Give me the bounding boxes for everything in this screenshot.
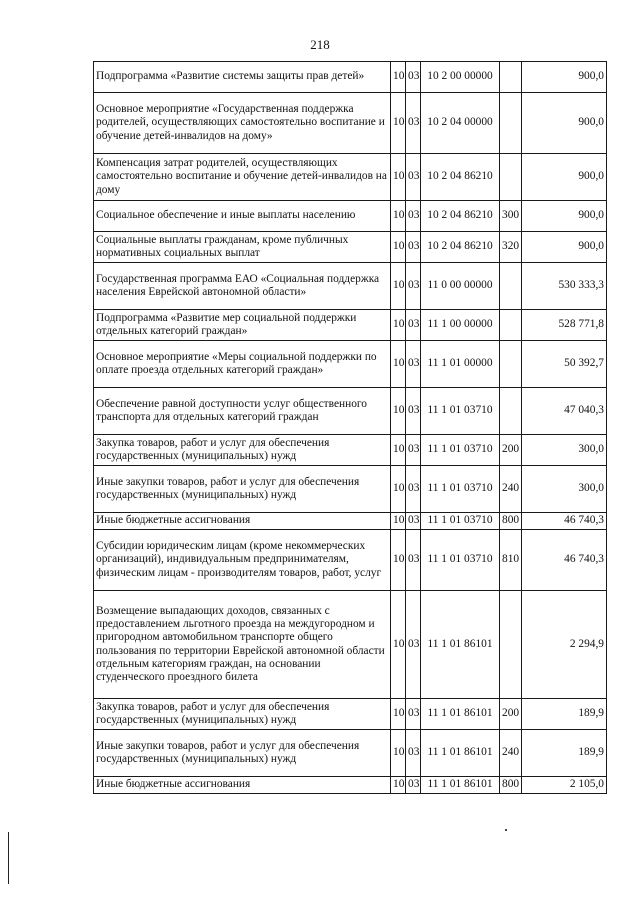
row-subsection-code: 03 <box>406 310 421 341</box>
table-row <box>94 699 607 730</box>
row-section-code: 10 <box>391 201 406 232</box>
row-amount: 50 392,7 <box>522 341 607 388</box>
row-amount: 189,9 <box>522 699 607 730</box>
row-subsection-code: 03 <box>406 201 421 232</box>
row-subsection-code: 03 <box>406 263 421 310</box>
row-name: Закупка товаров, работ и услуг для обеспечения государственных (муниципальных) нужд <box>94 435 391 466</box>
table-row <box>94 341 607 388</box>
scan-margin-line <box>8 832 9 884</box>
row-expense-type: 240 <box>500 730 522 777</box>
row-subsection-code: 03 <box>406 699 421 730</box>
table-row <box>94 310 607 341</box>
row-expense-type <box>500 341 522 388</box>
table-row <box>94 201 607 232</box>
row-target-code: 11 1 01 86101 <box>421 777 500 794</box>
row-expense-type: 240 <box>500 466 522 513</box>
row-amount: 300,0 <box>522 435 607 466</box>
row-name: Основное мероприятие «Меры социальной поддержки по оплате проезда отдельных категорий граждан» <box>94 341 391 388</box>
row-target-code: 11 1 01 03710 <box>421 435 500 466</box>
row-name: Основное мероприятие «Государственная поддержка родителей, осуществляющих самостоятельно воспитание и обучение детей-инвалидов на дому» <box>94 93 391 154</box>
table-row <box>94 466 607 513</box>
row-subsection-code: 03 <box>406 62 421 93</box>
row-amount: 900,0 <box>522 62 607 93</box>
row-expense-type: 300 <box>500 201 522 232</box>
row-section-code: 10 <box>391 310 406 341</box>
row-expense-type <box>500 62 522 93</box>
row-name: Иные закупки товаров, работ и услуг для обеспечения государственных (муниципальных) нужд <box>94 730 391 777</box>
row-subsection-code: 03 <box>406 154 421 201</box>
table-row <box>94 93 607 154</box>
row-expense-type: 800 <box>500 777 522 794</box>
row-expense-type: 810 <box>500 530 522 591</box>
row-section-code: 10 <box>391 62 406 93</box>
row-expense-type <box>500 591 522 699</box>
row-expense-type <box>500 388 522 435</box>
row-section-code: 10 <box>391 232 406 263</box>
row-name: Обеспечение равной доступности услуг общественного транспорта для отдельных категорий граждан <box>94 388 391 435</box>
row-section-code: 10 <box>391 388 406 435</box>
row-name: Субсидии юридическим лицам (кроме некоммерческих организаций), индивидуальным предпринимателям, физическим лицам - производителям товаров, работ, услуг <box>94 530 391 591</box>
row-amount: 900,0 <box>522 93 607 154</box>
row-amount: 2 294,9 <box>522 591 607 699</box>
row-expense-type <box>500 310 522 341</box>
row-subsection-code: 03 <box>406 232 421 263</box>
row-expense-type <box>500 154 522 201</box>
table-row <box>94 777 607 794</box>
row-amount: 300,0 <box>522 466 607 513</box>
row-name: Возмещение выпадающих доходов, связанных с предоставлением льготного проезда на междугородном и пригородном автомобильном транспорте общего пользования по территории Еврейской автономной области отдельным категориям граждан, на основании студенческого проездного билета <box>94 591 391 699</box>
row-target-code: 11 1 01 03710 <box>421 513 500 530</box>
row-target-code: 11 1 01 86101 <box>421 730 500 777</box>
row-amount: 46 740,3 <box>522 530 607 591</box>
row-section-code: 10 <box>391 730 406 777</box>
row-section-code: 10 <box>391 341 406 388</box>
row-name: Государственная программа ЕАО «Социальная поддержка населения Еврейской автономной области» <box>94 263 391 310</box>
row-section-code: 10 <box>391 435 406 466</box>
row-amount: 2 105,0 <box>522 777 607 794</box>
row-name: Иные закупки товаров, работ и услуг для обеспечения государственных (муниципальных) нужд <box>94 466 391 513</box>
row-name: Подпрограмма «Развитие мер социальной поддержки отдельных категорий граждан» <box>94 310 391 341</box>
row-target-code: 11 1 01 03710 <box>421 530 500 591</box>
table-row <box>94 513 607 530</box>
row-amount: 530 333,3 <box>522 263 607 310</box>
row-subsection-code: 03 <box>406 777 421 794</box>
row-target-code: 10 2 00 00000 <box>421 62 500 93</box>
table-row <box>94 530 607 591</box>
table-row <box>94 62 607 93</box>
budget-table <box>93 61 607 794</box>
row-subsection-code: 03 <box>406 466 421 513</box>
table-row <box>94 591 607 699</box>
table-row <box>94 263 607 310</box>
row-target-code: 10 2 04 86210 <box>421 232 500 263</box>
row-expense-type: 320 <box>500 232 522 263</box>
row-subsection-code: 03 <box>406 435 421 466</box>
row-section-code: 10 <box>391 466 406 513</box>
row-expense-type <box>500 263 522 310</box>
table-row <box>94 435 607 466</box>
row-target-code: 10 2 04 86210 <box>421 154 500 201</box>
row-target-code: 11 1 01 86101 <box>421 699 500 730</box>
row-target-code: 11 1 01 03710 <box>421 388 500 435</box>
row-target-code: 10 2 04 00000 <box>421 93 500 154</box>
row-section-code: 10 <box>391 154 406 201</box>
row-subsection-code: 03 <box>406 513 421 530</box>
row-amount: 47 040,3 <box>522 388 607 435</box>
row-name: Компенсация затрат родителей, осуществляющих самостоятельно воспитание и обучение детей-инвалидов на дому <box>94 154 391 201</box>
row-amount: 528 771,8 <box>522 310 607 341</box>
row-amount: 900,0 <box>522 201 607 232</box>
row-amount: 900,0 <box>522 154 607 201</box>
row-subsection-code: 03 <box>406 591 421 699</box>
row-subsection-code: 03 <box>406 530 421 591</box>
row-target-code: 11 1 01 86101 <box>421 591 500 699</box>
row-name: Социальное обеспечение и иные выплаты населению <box>94 201 391 232</box>
row-expense-type <box>500 93 522 154</box>
table-row <box>94 154 607 201</box>
row-name: Социальные выплаты гражданам, кроме публичных нормативных социальных выплат <box>94 232 391 263</box>
page-number: 218 <box>310 37 330 52</box>
table-row <box>94 388 607 435</box>
row-name: Иные бюджетные ассигнования <box>94 513 391 530</box>
row-target-code: 11 1 01 00000 <box>421 341 500 388</box>
row-section-code: 10 <box>391 93 406 154</box>
row-amount: 46 740,3 <box>522 513 607 530</box>
row-subsection-code: 03 <box>406 730 421 777</box>
row-amount: 900,0 <box>522 232 607 263</box>
table-row <box>94 232 607 263</box>
row-subsection-code: 03 <box>406 341 421 388</box>
row-expense-type: 200 <box>500 435 522 466</box>
row-target-code: 11 0 00 00000 <box>421 263 500 310</box>
row-name: Иные бюджетные ассигнования <box>94 777 391 794</box>
row-subsection-code: 03 <box>406 93 421 154</box>
row-section-code: 10 <box>391 591 406 699</box>
row-expense-type: 200 <box>500 699 522 730</box>
row-target-code: 11 1 01 03710 <box>421 466 500 513</box>
row-section-code: 10 <box>391 263 406 310</box>
row-name: Подпрограмма «Развитие системы защиты прав детей» <box>94 62 391 93</box>
row-amount: 189,9 <box>522 730 607 777</box>
row-expense-type: 800 <box>500 513 522 530</box>
row-target-code: 11 1 00 00000 <box>421 310 500 341</box>
row-section-code: 10 <box>391 513 406 530</box>
table-row <box>94 730 607 777</box>
row-subsection-code: 03 <box>406 388 421 435</box>
row-name: Закупка товаров, работ и услуг для обеспечения государственных (муниципальных) нужд <box>94 699 391 730</box>
row-section-code: 10 <box>391 699 406 730</box>
row-target-code: 10 2 04 86210 <box>421 201 500 232</box>
row-section-code: 10 <box>391 530 406 591</box>
scan-speck <box>505 829 507 831</box>
row-section-code: 10 <box>391 777 406 794</box>
